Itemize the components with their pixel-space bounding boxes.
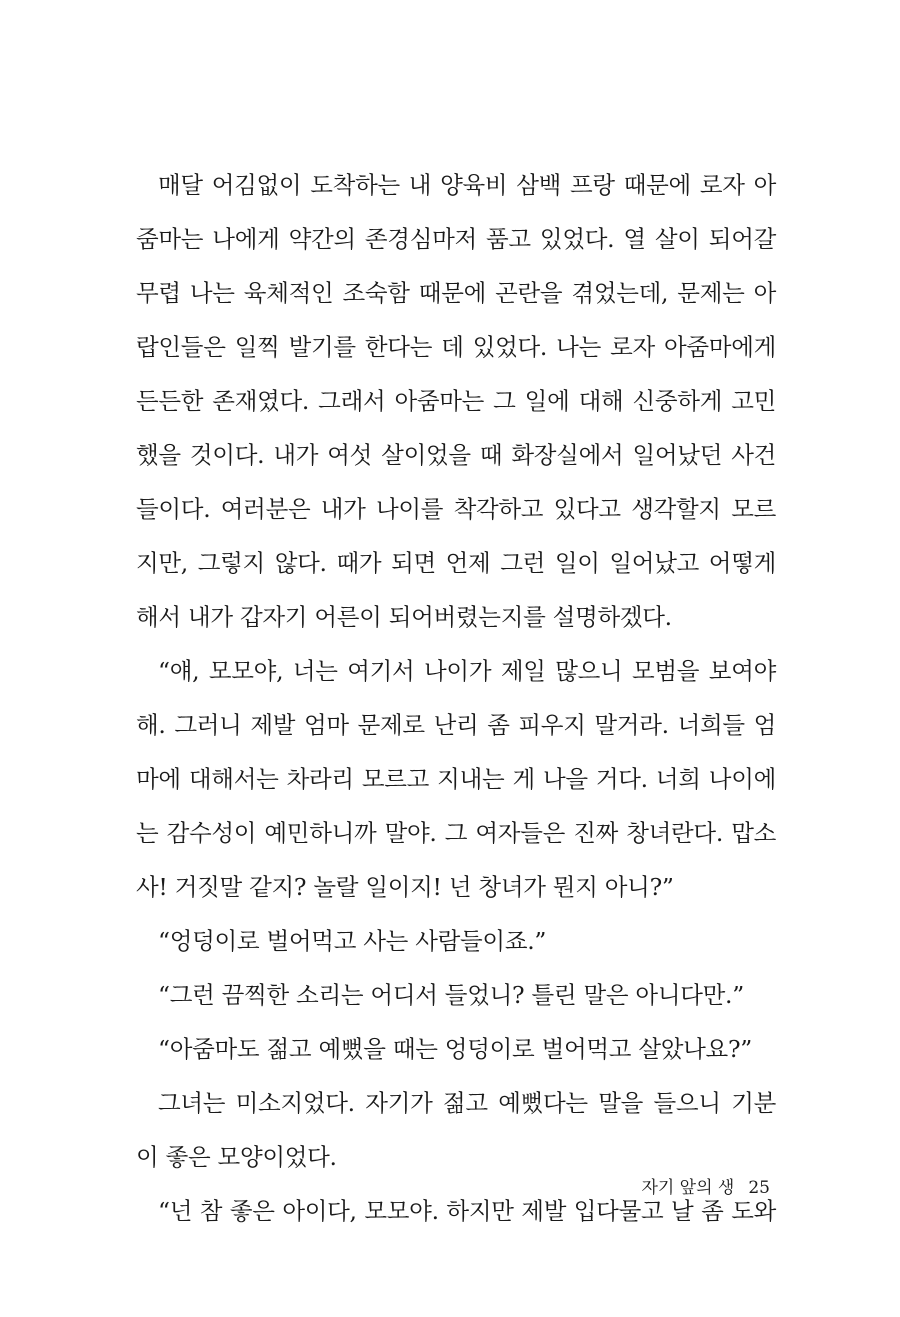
text-line: “엉덩이로 벌어먹고 사는 사람들이죠.” xyxy=(158,927,547,955)
text-line: 해. 그러니 제발 엄마 문제로 난리 좀 피우지 말거라. 너희들 엄 xyxy=(136,711,776,739)
page-footer xyxy=(641,1176,770,1200)
text-line: 이 좋은 모양이었다. xyxy=(136,1143,337,1171)
text-line: 했을 것이다. 내가 여섯 살이었을 때 화장실에서 일어났던 사건 xyxy=(136,441,776,469)
text-line: 랍인들은 일찍 발기를 한다는 데 있었다. 나는 로자 아줌마에게 xyxy=(136,333,776,361)
text-line: 든든한 존재였다. 그래서 아줌마는 그 일에 대해 신중하게 고민 xyxy=(136,387,776,415)
body-text xyxy=(136,158,776,1238)
text-line: 무렵 나는 육체적인 조숙함 때문에 곤란을 겪었는데, 문제는 아 xyxy=(136,279,776,307)
text-line: “그런 끔찍한 소리는 어디서 들었니? 틀린 말은 아니다만.” xyxy=(158,981,744,1009)
text-line: “얘, 모모야, 너는 여기서 나이가 제일 많으니 모범을 보여야 xyxy=(158,657,776,685)
text-line: 지만, 그렇지 않다. 때가 되면 언제 그런 일이 일어났고 어떻게 xyxy=(136,549,776,577)
text-line: 들이다. 여러분은 내가 나이를 착각하고 있다고 생각할지 모르 xyxy=(136,495,776,523)
text-line: 는 감수성이 예민하니까 말야. 그 여자들은 진짜 창녀란다. 맙소 xyxy=(136,819,776,847)
text-line: 해서 내가 갑자기 어른이 되어버렸는지를 설명하겠다. xyxy=(136,603,672,631)
page-number: 25 xyxy=(748,1178,770,1198)
text-line: 그녀는 미소지었다. 자기가 젊고 예뻤다는 말을 들으니 기분 xyxy=(158,1089,776,1117)
text-line: 마에 대해서는 차라리 모르고 지내는 게 나을 거다. 너희 나이에 xyxy=(136,765,776,793)
text-line: 사! 거짓말 같지? 놀랄 일이지! 넌 창녀가 뭔지 아니?” xyxy=(136,873,674,901)
text-line: 줌마는 나에게 약간의 존경심마저 품고 있었다. 열 살이 되어갈 xyxy=(136,225,776,253)
text-line: “넌 참 좋은 아이다, 모모야. 하지만 제발 입다물고 날 좀 도와 xyxy=(158,1197,776,1225)
text-line: “아줌마도 젊고 예뻤을 때는 엉덩이로 벌어먹고 살았나요?” xyxy=(158,1035,752,1063)
text-line: 매달 어김없이 도착하는 내 양육비 삼백 프랑 때문에 로자 아 xyxy=(158,171,776,199)
running-title: 자기 앞의 생 xyxy=(641,1178,735,1198)
